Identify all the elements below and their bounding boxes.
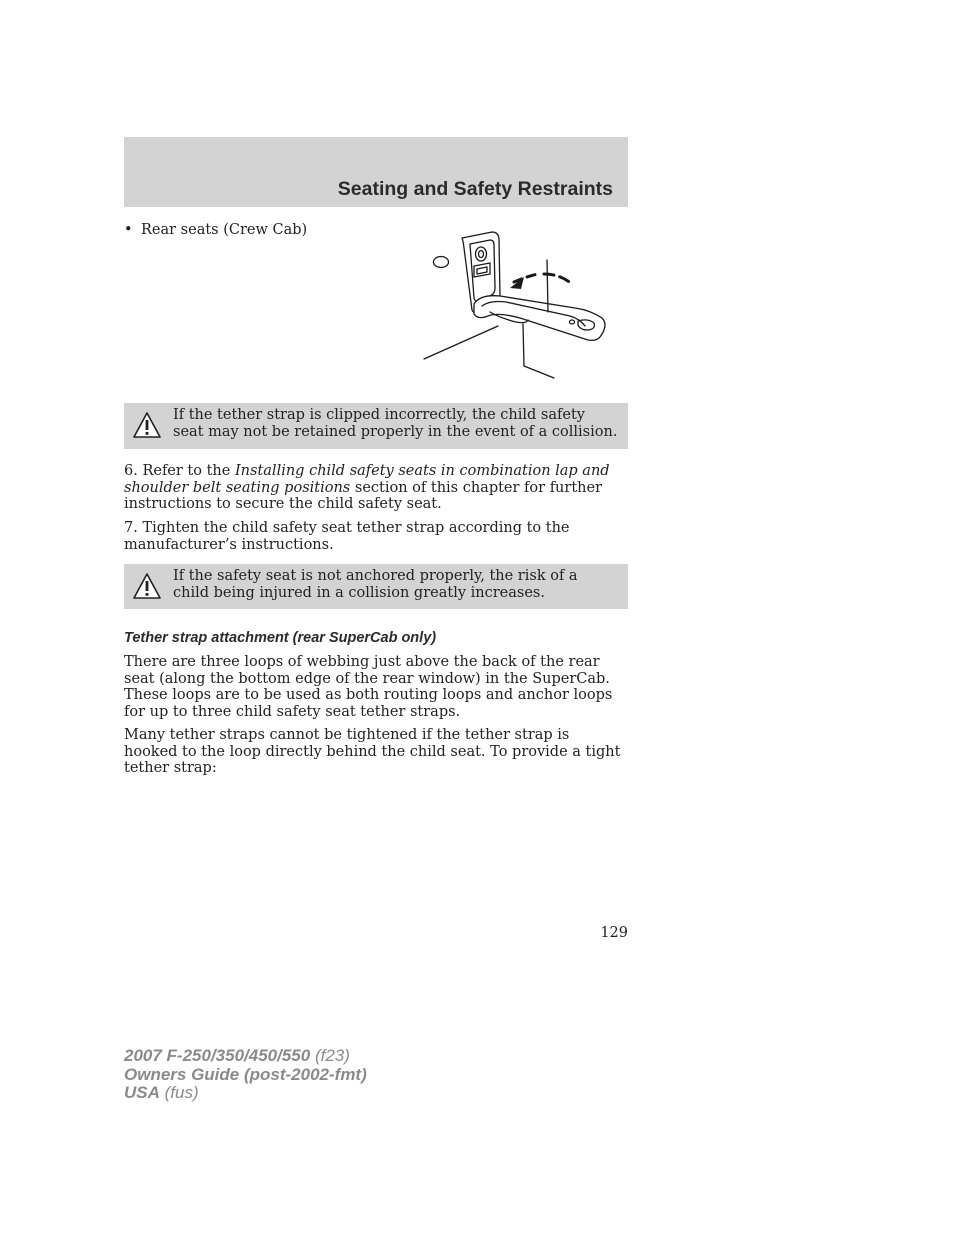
- tether-anchor-bracket-diagram: [420, 226, 610, 382]
- warning-triangle-icon: [132, 572, 162, 600]
- section-header: [124, 137, 628, 207]
- warning-triangle-icon: [132, 411, 162, 439]
- footer-model-code: (f23): [310, 1046, 350, 1065]
- step-6-suffix: section of this chapter for further instructions to secure the child safety seat.: [124, 479, 603, 513]
- page-number: 129: [600, 925, 628, 941]
- warning-text: If the safety seat is not anchored properly, the risk of a child being injured in a collision greatly increases.: [173, 568, 578, 601]
- footer-market: USA: [124, 1083, 160, 1102]
- section-title: Seating and Safety Restraints: [337, 178, 613, 200]
- warning-box-anchor: [124, 564, 628, 609]
- footer-guide: Owners Guide (post-2002-fmt): [124, 1064, 367, 1084]
- warning-text: If the tether strap is clipped incorrectly, the child safety seat may not be retained properly in the event of a collision.: [173, 407, 618, 440]
- bullet-item: [124, 221, 307, 239]
- body-paragraph-tightening: Many tether straps cannot be tightened if the tether strap is hooked to the loop directly behind the child seat. To provide a tight tether strap:: [124, 727, 621, 777]
- step-6-prefix: 6. Refer to the: [124, 463, 235, 479]
- step-6-paragraph: [124, 463, 624, 513]
- step-6-reference: Installing child safety seats in combination lap and shoulder belt seating positions: [124, 463, 610, 496]
- step-7-paragraph: 7. Tighten the child safety seat tether strap according to the manufacturer’s instructions.: [124, 520, 570, 553]
- document-footer: [124, 1047, 367, 1103]
- footer-market-code: (fus): [159, 1083, 199, 1102]
- subheading: Tether strap attachment (rear SuperCab only): [124, 630, 437, 646]
- body-paragraph-loops: There are three loops of webbing just above the back of the rear seat (along the bottom edge of the rear window) in the SuperCab. These loops are to be used as both routing loops and anchor loops for up to three child safety seat tether straps.: [124, 654, 613, 720]
- bullet-text: Rear seats (Crew Cab): [141, 222, 308, 238]
- bullet-symbol: •: [124, 222, 133, 238]
- warning-box-tether-clip: [124, 403, 628, 449]
- footer-model: 2007 F-250/350/450/550: [124, 1046, 311, 1065]
